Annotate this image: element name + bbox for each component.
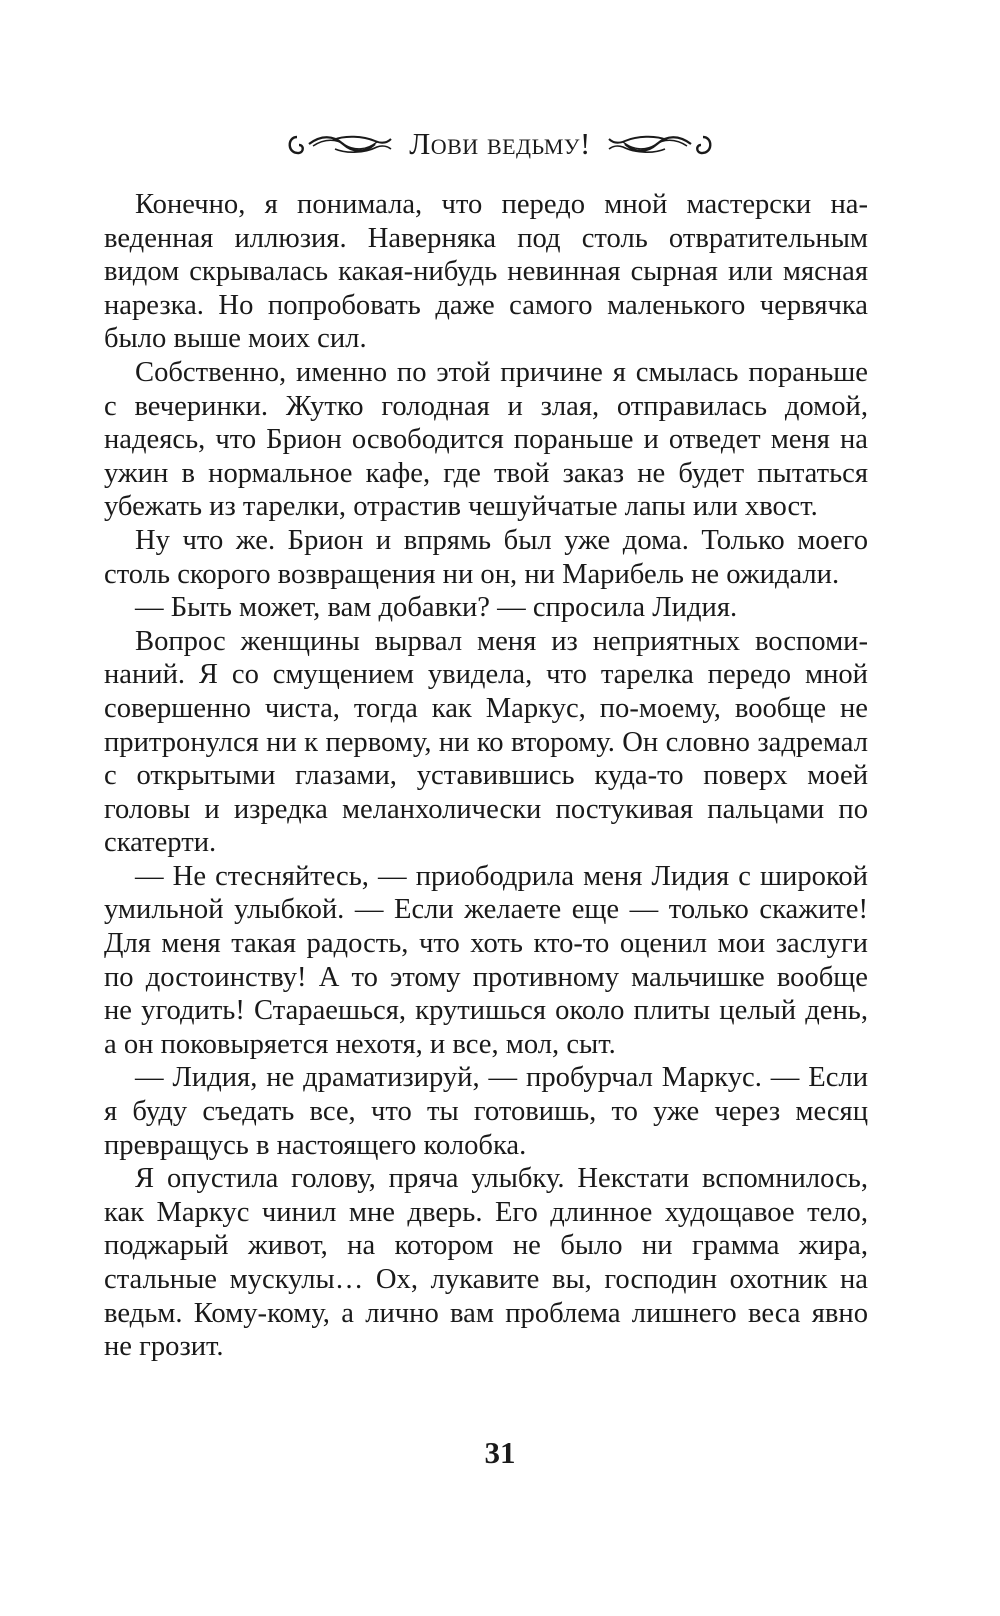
page-number: 31 [484,1435,516,1470]
flourish-left-icon [283,127,395,161]
running-header [0,126,1000,162]
flourish-right-icon [605,127,717,161]
paragraph: Ну что же. Брион и впрямь был уже дома. Только моего столь скорого возвращения ни он, ни Марибель не ожидали. [104,524,868,590]
paragraph: Вопрос женщины вырвал меня из неприятных воспоминаний. Я со смущением увидела, что тарелка передо мной совершенно чиста, тогда как Маркус, по-моему, вообще не притронулся ни к первому, ни ко второму. Он словно задремал с открытыми глазами, уставившись куда-то поверх моей головы и изредка меланхолически постукивая пальцами по скатерти. [104,625,868,859]
paragraph: Конечно, я понимала, что передо мной мастерски наведенная иллюзия. Наверняка под столь отвратительным видом скрывалась какая-нибудь невинная сырная или мясная нарезка. Но попробовать даже самого маленького червячка было выше моих сил. [104,189,868,355]
body-text [104,188,868,1364]
dialogue-paragraph: — Не стесняйтесь, — приободрила меня Лидия с широкой умильной улыбкой. — Если желаете еще — только скажите! Для меня такая радость, что хоть кто-то оценил мои заслуги по достоинству! А то этому противному мальчишке вообще не угодить! Стараешься, крутишься около плиты целый день, а он поковыряется нехотя, и все, мол, сыт. [104,860,868,1060]
dialogue-paragraph: — Быть может, вам добавки? — спросила Лидия. [135,592,738,624]
dialogue-paragraph: — Лидия, не драматизируй, — пробурчал Маркус. — Если я буду съедать все, что ты готовишь, то уже через месяц превращусь в настоящего колобка. [104,1062,868,1161]
paragraph: Я опустила голову, пряча улыбку. Некстати вспомнилось, как Маркус чинил мне дверь. Его длинное худощавое тело, поджарый живот, на котором не было ни грамма жира, стальные мускулы… Ох, лукавите вы, господин охотник на ведьм. Кому-кому, а лично вам проблема лишнего веса явно не грозит. [104,1163,868,1363]
running-header-title: Лови ведьму! [409,126,591,161]
paragraph: Собственно, именно по этой причине я смылась пораньше с вечеринки. Жутко голодная и злая, отправилась домой, надеясь, что Брион освободится пораньше и отведет меня на ужин в нормальное кафе, где твой заказ не будет пытаться убежать из тарелки, отрастив чешуйчатые лапы или хвост. [104,356,868,523]
